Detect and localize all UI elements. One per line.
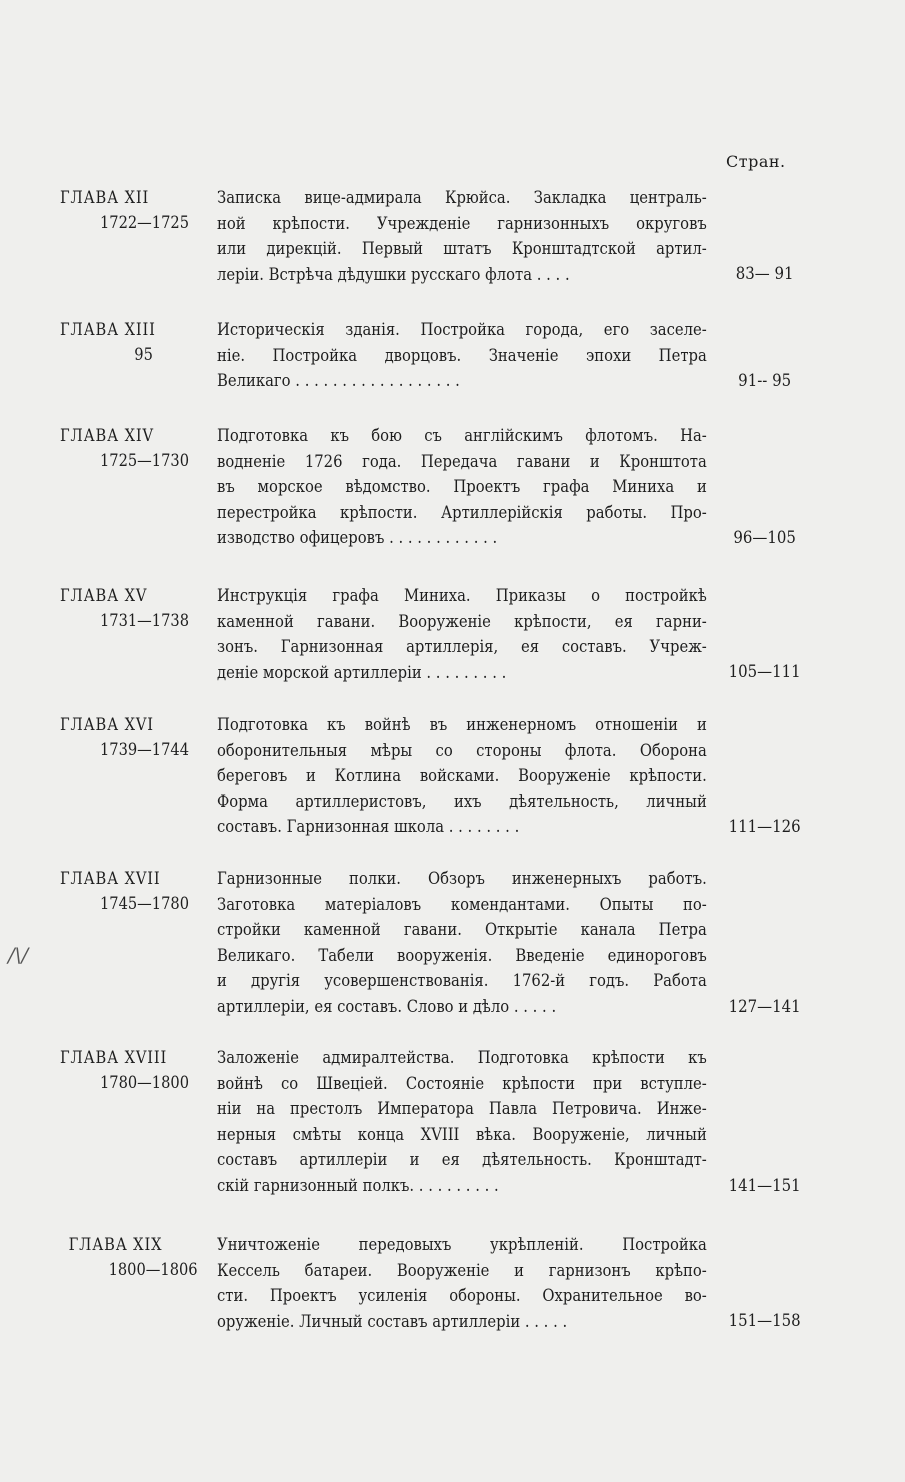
chapter-heading	[60, 318, 189, 368]
chapter-years: 1725—1730	[99, 451, 189, 471]
description-line: ніи на престолъ Императора Павла Петровича. Инже-	[217, 1099, 707, 1119]
chapter-years: 1722—1725	[99, 213, 189, 233]
chapter-years: 1780—1800	[99, 1073, 189, 1093]
description-line: Форма артиллеристовъ, ихъ дѣятельность, личный	[217, 791, 707, 812]
description-line: скій гарнизонный полкъ. . . . . . . . . .	[217, 1175, 499, 1196]
chapter-years: 1739—1744	[99, 740, 189, 760]
description-line: оруженіе. Личный составъ артиллеріи . . . . .	[217, 1311, 568, 1332]
description-line: въ морское вѣдомство. Проектъ графа Миниха и	[217, 477, 707, 497]
chapter-heading	[60, 584, 189, 634]
chapter-title: ГЛАВА XII	[60, 188, 150, 208]
chapter-title: ГЛАВА XVII	[60, 869, 161, 889]
page-range: 151—158	[728, 1311, 801, 1331]
chapter-description	[217, 1233, 707, 1335]
chapter-title: ГЛАВА XVI	[60, 715, 154, 735]
chapter-heading	[60, 424, 189, 474]
description-line: Гарнизонные полки. Обзоръ инженерныхъ работъ.	[217, 869, 707, 889]
description-line: составъ. Гарнизонная школа . . . . . . . .	[217, 817, 520, 837]
description-line: стройки каменной гавани. Открытіе канала Петра	[217, 920, 707, 940]
description-line: Заготовка матеріаловъ комендантами. Опыты по-	[217, 894, 707, 915]
description-line: артиллеріи, ея составъ. Слово и дѣло . . . . .	[217, 996, 557, 1017]
description-line: Кессель батареи. Вооруженіе и гарнизонъ крѣпо-	[217, 1260, 707, 1281]
page-range: 96—105	[733, 528, 796, 548]
chapter-description	[217, 1046, 707, 1199]
chapter-description	[217, 424, 707, 552]
description-line: Уничтоженіе передовыхъ укрѣпленій. Постройка	[217, 1235, 707, 1255]
pencil-margin-mark: /\/	[8, 943, 29, 967]
page-range: 105—111	[728, 662, 801, 682]
description-line: деніе морской артиллеріи . . . . . . . . .	[217, 662, 507, 683]
description-line: Подготовка къ войнѣ въ инженерномъ отношеніи и	[217, 715, 707, 735]
page-range: 111—126	[728, 817, 801, 837]
description-line: составъ артиллеріи и ея дѣятельность. Кронштадт-	[217, 1150, 707, 1170]
chapter-heading	[60, 1233, 198, 1283]
description-line: леріи. Встрѣча дѣдушки русскаго флота . . . .	[217, 264, 570, 285]
description-line: и другія усовершенствованія. 1762-й годъ. Работа	[217, 971, 707, 991]
description-line: или дирекцій. Первый штатъ Кронштадтской артил-	[217, 239, 707, 259]
description-line: перестройка крѣпости. Артиллерійскія работы. Про-	[217, 502, 707, 523]
description-line: ніе. Постройка дворцовъ. Значеніе эпохи Петра	[217, 345, 707, 366]
description-line: водненіе 1726 года. Передача гавани и Кронштота	[217, 451, 707, 472]
description-line: изводство офицеровъ . . . . . . . . . . . .	[217, 528, 498, 548]
description-line: Великаго . . . . . . . . . . . . . . . . . .	[217, 371, 460, 391]
chapter-description	[217, 318, 707, 395]
chapter-title: ГЛАВА XV	[60, 586, 148, 606]
description-line: Инструкція графа Миниха. Приказы о постройкѣ	[217, 586, 707, 606]
chapter-title: ГЛАВА XIV	[60, 426, 154, 446]
description-line: каменной гавани. Вооруженіе крѣпости, ея гарни-	[217, 611, 707, 632]
page-range: 141—151	[728, 1176, 801, 1196]
description-line: ной крѣпости. Учрежденіе гарнизонныхъ округовъ	[217, 213, 707, 234]
chapter-title: ГЛАВА XIX	[68, 1235, 163, 1255]
chapter-heading	[60, 186, 189, 236]
page-column-header: Стран.	[726, 152, 786, 171]
page-range: 127—141	[728, 997, 801, 1017]
page-range: 91-- 95	[738, 371, 792, 391]
chapter-years: 95	[134, 345, 153, 365]
chapter-title: ГЛАВА XVIII	[60, 1048, 168, 1068]
chapter-heading	[60, 867, 189, 917]
page-range: 83— 91	[735, 264, 794, 284]
chapter-years: 1745—1780	[99, 894, 189, 914]
chapter-description	[217, 584, 707, 686]
description-line: Подготовка къ бою съ англійскимъ флотомъ. На-	[217, 426, 707, 446]
description-line: Историческія зданія. Постройка города, его заселе-	[217, 320, 707, 340]
description-line: нерныя смѣты конца XVIII вѣка. Вооруженіе, личный	[217, 1124, 707, 1145]
description-line: зонъ. Гарнизонная артиллерія, ея составъ. Учреж-	[217, 637, 707, 657]
description-line: Записка вице-адмирала Крюйса. Закладка централь-	[217, 188, 707, 208]
chapter-years: 1800—1806	[108, 1260, 198, 1280]
chapter-heading	[60, 713, 189, 763]
description-line: сти. Проектъ усиленія обороны. Охранительное во-	[217, 1286, 707, 1306]
description-line: Заложеніе адмиралтейства. Подготовка крѣпости къ	[217, 1048, 707, 1068]
chapter-description	[217, 713, 707, 841]
chapter-years: 1731—1738	[99, 611, 189, 631]
chapter-description	[217, 186, 707, 288]
chapter-title: ГЛАВА XIII	[60, 320, 156, 340]
description-line: оборонительныя мѣры со стороны флота. Оборона	[217, 740, 707, 761]
description-line: береговъ и Котлина войсками. Вооруженіе крѣпости.	[217, 766, 707, 786]
chapter-description	[217, 867, 707, 1020]
chapter-heading	[60, 1046, 189, 1096]
description-line: войнѣ со Швеціей. Состояніе крѣпости при вступле-	[217, 1073, 707, 1094]
description-line: Великаго. Табели вооруженія. Введеніе единороговъ	[217, 945, 707, 966]
